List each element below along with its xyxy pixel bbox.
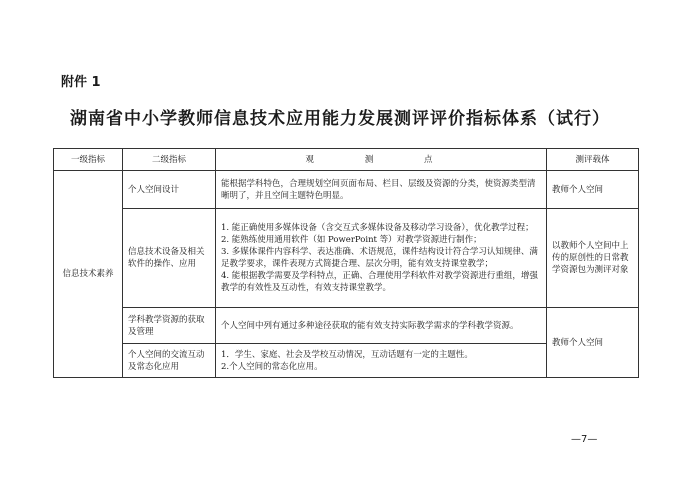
observation-point: 4. 能根据教学需要及学科特点，正确、合理使用学科软件对教学资源进行重组，增强教学的有效性及互动性，有效支持课堂教学。	[221, 271, 538, 293]
header-carrier: 测评载体	[547, 149, 639, 171]
evaluation-carrier: 教师个人空间	[547, 171, 639, 209]
observation-point: 1. 能正确使用多媒体设备（含交互式多媒体设备及移动学习设备），优化教学过程；	[221, 223, 534, 233]
observation-point: 个人空间中列有通过多种途径获取的能有效支持实际教学需求的学科教学资源。	[221, 320, 519, 331]
level2-indicator: 个人空间设计	[123, 171, 216, 209]
observation-point: 3. 多媒体课件内容科学、表达准确、术语规范，课件结构设计符合学习认知规律、满足教学要求，课件表现方式简捷合理、层次分明，能有效支持课堂教学；	[221, 247, 538, 269]
observation-points	[216, 171, 547, 209]
level2-indicator: 信息技术设备及相关软件的操作、应用	[123, 209, 216, 308]
table-row	[54, 209, 639, 308]
evaluation-index-table	[53, 148, 639, 378]
table-row	[54, 308, 639, 344]
evaluation-carrier: 教师个人空间	[547, 308, 639, 378]
evaluation-carrier: 以教师个人空间中上传的原创性的日常教学资源包为测评对象	[547, 209, 639, 308]
observation-point: 1．学生、家庭、社会及学校互动情况，互动话题有一定的主题性。	[221, 349, 473, 360]
observation-points	[216, 344, 547, 378]
document-title: 湖南省中小学教师信息技术应用能力发展测评评价指标体系（试行）	[70, 109, 610, 129]
header-level1: 一级指标	[54, 149, 123, 171]
observation-points	[216, 308, 547, 344]
level2-indicator: 学科教学资源的获取及管理	[123, 308, 216, 344]
table-row	[54, 171, 639, 209]
observation-point: 2.个人空间的常态化应用。	[221, 361, 323, 372]
page-number: —7—	[571, 434, 598, 445]
header-level2: 二级指标	[123, 149, 216, 171]
table-header-row	[54, 149, 639, 171]
attachment-label: 附件 1	[61, 75, 101, 90]
level1-indicator: 信息技术素养	[54, 171, 123, 378]
observation-points	[216, 209, 547, 308]
observation-point: 2. 能熟练使用通用软件（如 PowerPoint 等）对教学资源进行制作；	[221, 235, 482, 245]
header-observation-points: 观 测 点	[216, 149, 547, 171]
level2-indicator: 个人空间的交流互动及常态化应用	[123, 344, 216, 378]
observation-point: 能根据学科特色，合理规划空间页面布局、栏目、层级及资源的分类，使资源类型清晰明了，并且空间主题特色明显。	[221, 178, 536, 201]
